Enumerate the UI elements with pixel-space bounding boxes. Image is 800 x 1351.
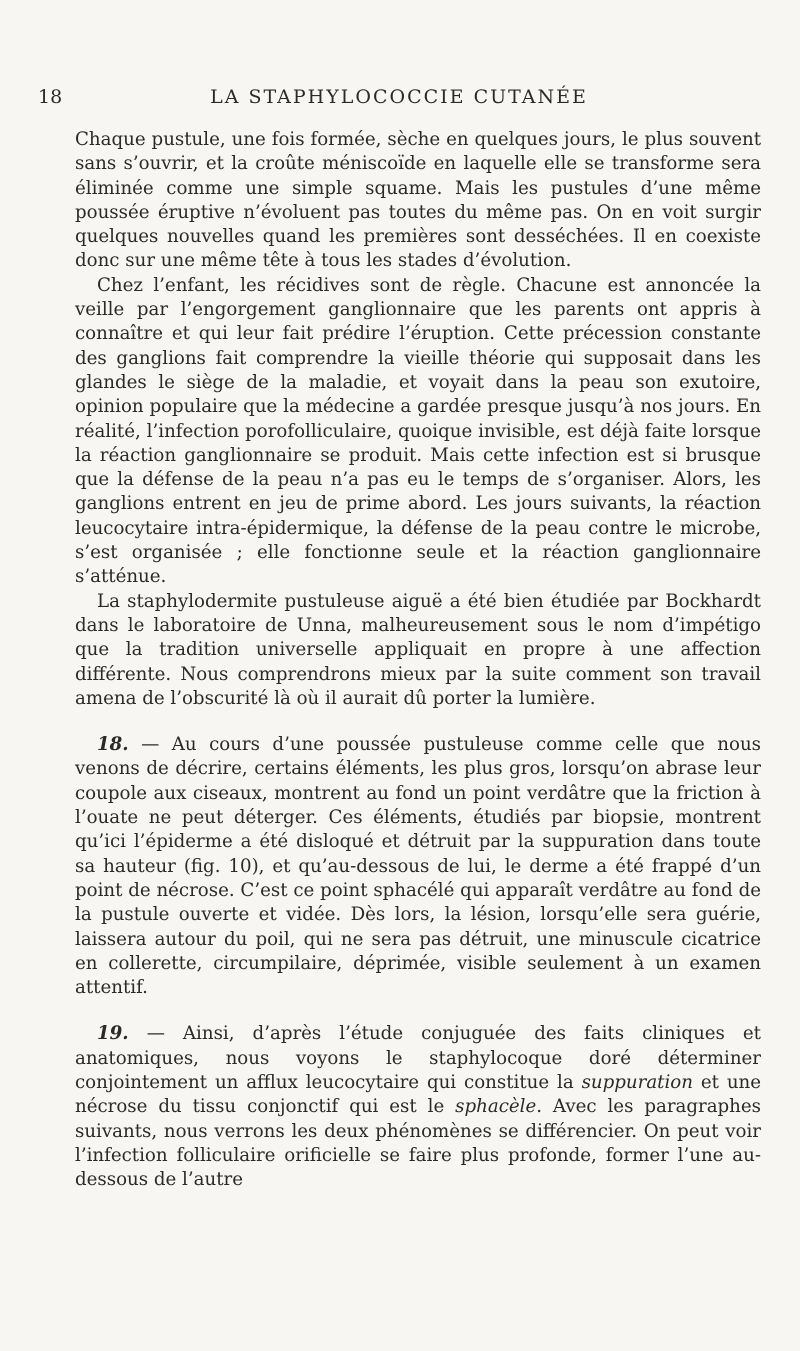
paragraph: [75, 590, 761, 711]
numbered-paragraph: [75, 1022, 761, 1192]
paragraph-text: — Ainsi, d’après l’étude conjuguée des faits cliniques et anatomiques, nous voyons le staphylocoque doré déterminer conjointement un afflux leucocytaire qui constitue la: [75, 1023, 761, 1093]
paragraph-text: — Au cours d’une poussée pustuleuse comme celle que nous venons de décrire, certains éléments, les plus gros, lorsqu’on abrase leur coupole aux ciseaux, montrent au fond un point verdâtre que la friction à l’ouate ne peut déterger. Ces éléments, étudiés par biopsie, montrent qu’ici l’épiderme a été disloqué et détruit par la suppuration dans toute sa hauteur (fig. 10), et qu’au-dessous de lui, le derme a été frappé d’un point de nécrose. C’est ce point sphacélé qui apparaît verdâtre au fond de la pustule ouverte et vidée. Dès lors, la lésion, lorsqu’elle sera guérie, laissera autour du poil, qui ne sera pas détruit, une minuscule cicatrice en collerette, circumpilaire, déprimée, visible seulement à un examen attentif.: [75, 734, 761, 999]
page-number: 18: [38, 86, 63, 108]
emphasis-term: suppuration: [581, 1071, 693, 1093]
numbered-paragraph: [75, 733, 761, 1000]
section-number: 18.: [97, 734, 129, 756]
paragraph-text: Chaque pustule, une fois formée, sèche en quelques jours, le plus souvent sans s’ouvrir, et la croûte méniscoïde en laquelle elle se transforme sera éliminée comme une simple squame. Mais les pustules d’une même poussée éruptive n’évoluent pas toutes du même pas. On en voit surgir quelques nouvelles quand les premières sont desséchées. Il en coexiste donc sur une même tête à tous les stades d’évolution.: [75, 129, 761, 272]
section-number: 19.: [97, 1023, 129, 1045]
paragraph-text: et une nécrose du tissu conjonctif qui est le: [75, 1071, 762, 1118]
running-title: LA STAPHYLOCOCCIE CUTANÉE: [210, 86, 588, 108]
paragraph-text: Chez l’enfant, les récidives sont de règle. Chacune est annoncée la veille par l’engorgement ganglionnaire que les parents ont appris à connaître et qui leur fait prédire l’éruption. Cette précession constante des ganglions fait comprendre la vieille théorie qui supposait dans les glandes le siège de la maladie, et voyait dans la peau son exutoire, opinion populaire que la médecine a gardée presque jusqu’à nos jours. En réalité, l’infection porofolliculaire, quoique invisible, est déjà faite lorsque la réaction ganglionnaire se produit. Mais cette infection est si brusque que la défense de la peau n’a pas eu le temps de s’organiser. Alors, les ganglions entrent en jeu de prime abord. Les jours suivants, la réaction leucocytaire intra-épidermique, la défense de la peau contre le microbe, s’est organisée ; elle fonctionne seule et la réaction ganglionnaire s’atténue.: [75, 274, 761, 588]
paragraph: [75, 128, 761, 274]
paragraph-text: La staphylodermite pustuleuse aiguë a été bien étudiée par Bockhardt dans le laboratoire de Unna, malheureusement sous le nom d’impétigo que la tradition universelle appliquait en propre à une affection différente. Nous comprendrons mieux par la suite comment son travail amena de l’obscurité là où il aurait dû porter la lumière.: [75, 590, 761, 709]
emphasis-term: sphacèle: [455, 1096, 537, 1118]
paragraph: [75, 274, 761, 590]
body-text: [75, 128, 761, 1192]
page-header: [38, 86, 760, 116]
paragraph-text: . Avec les paragraphes suivants, nous verrons les deux phénomènes se différencier. On peut voir l’infection folliculaire orificielle se faire plus profonde, former l’une au-dessous de l’autre: [75, 1096, 761, 1191]
